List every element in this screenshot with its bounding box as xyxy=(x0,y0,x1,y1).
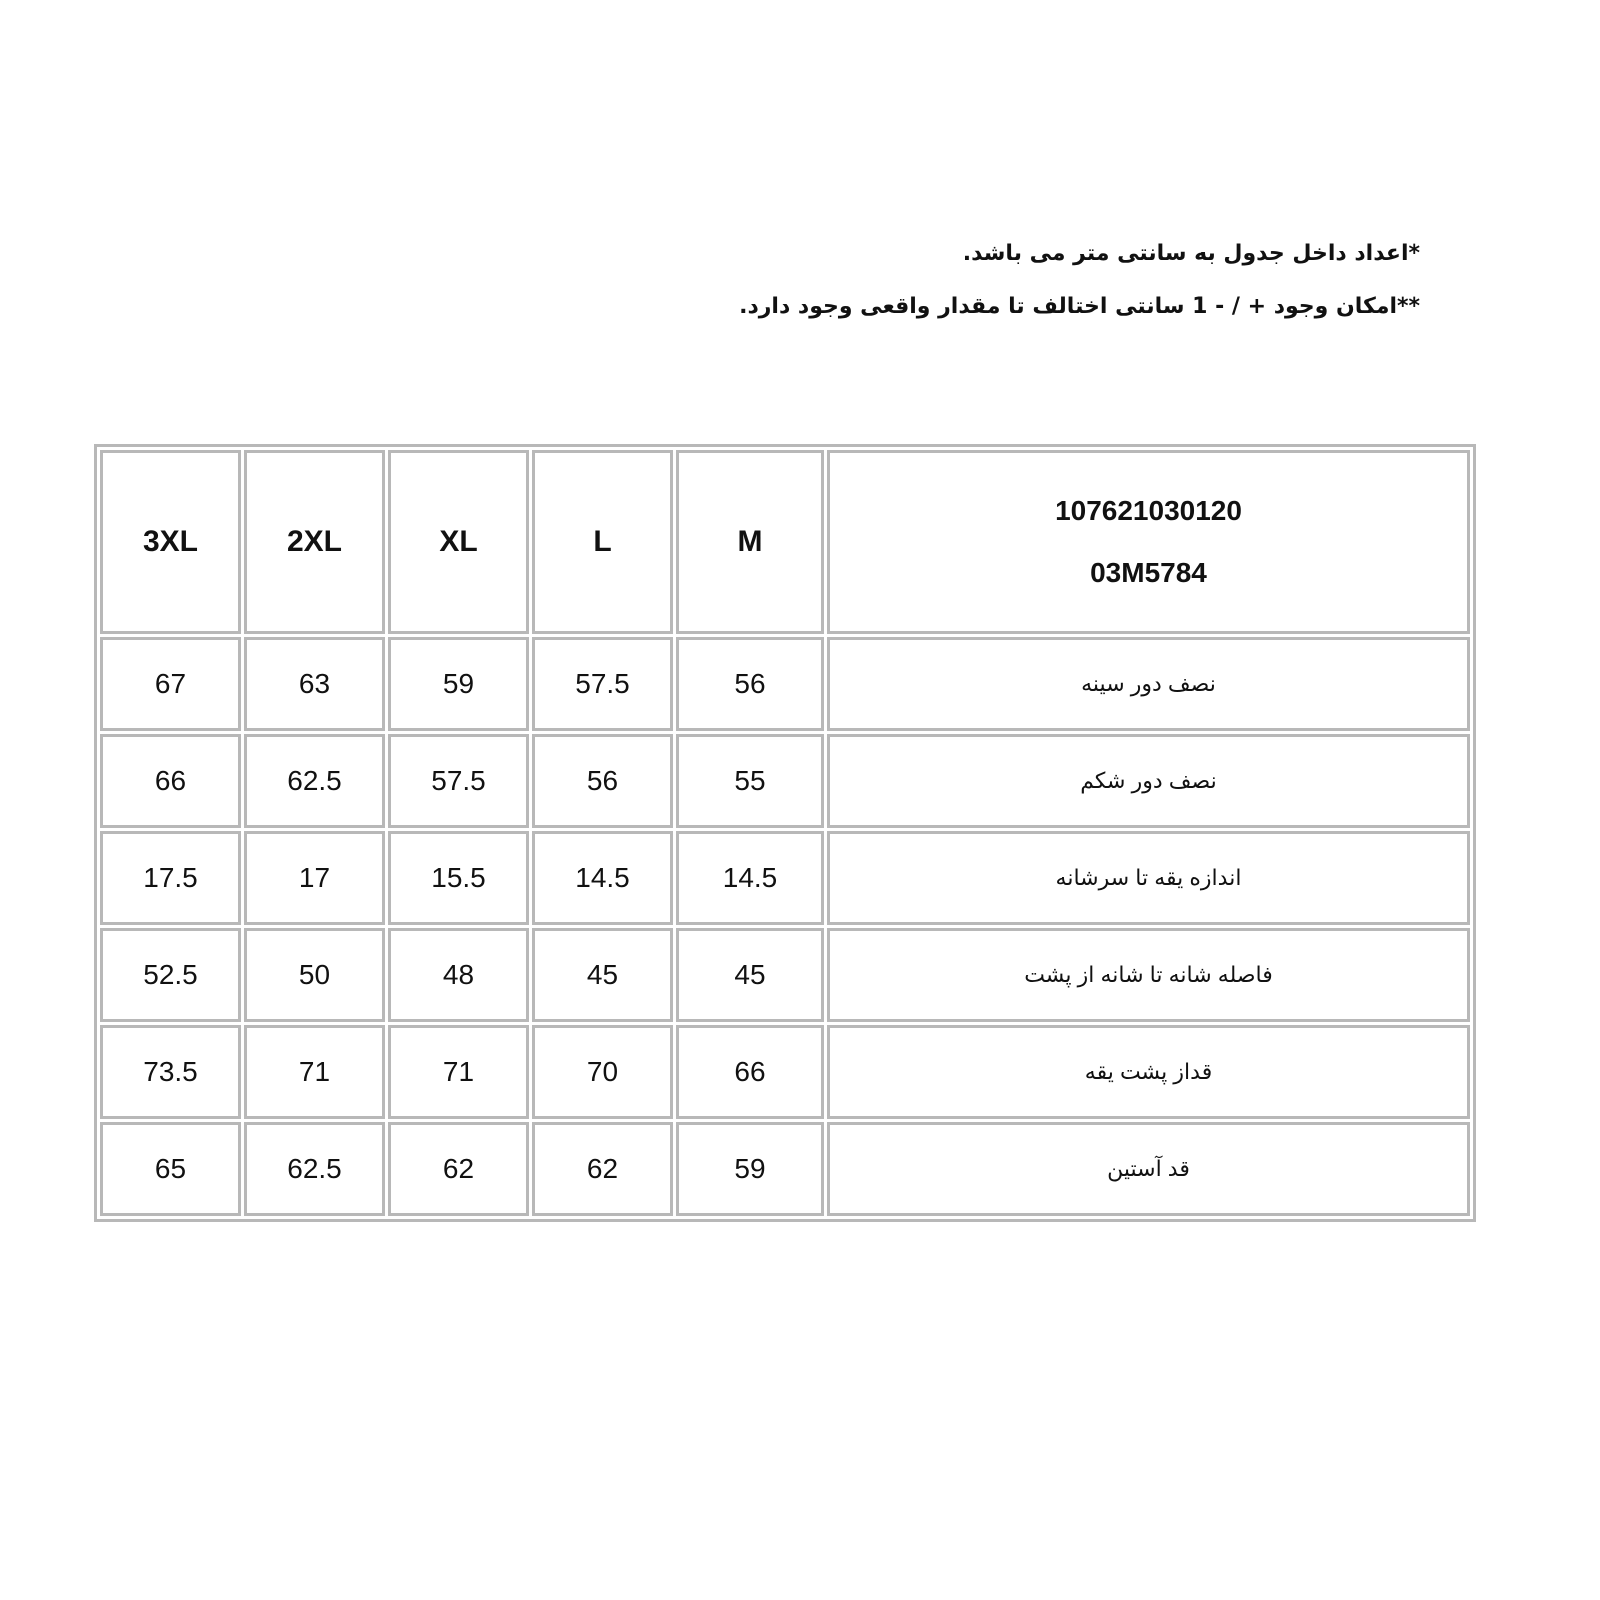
product-code-cell xyxy=(827,450,1470,634)
row-label: قد آستین xyxy=(827,1122,1470,1216)
table-cell: 45 xyxy=(532,928,673,1022)
table-cell: 55 xyxy=(676,734,824,828)
table-header-row xyxy=(100,450,1470,634)
table-cell: 71 xyxy=(244,1025,385,1119)
notes xyxy=(739,240,1420,346)
table-cell: 17 xyxy=(244,831,385,925)
table-cell: 15.5 xyxy=(388,831,529,925)
table-cell: 71 xyxy=(388,1025,529,1119)
table-cell: 62.5 xyxy=(244,1122,385,1216)
size-header-3xl: 3XL xyxy=(100,450,241,634)
table-cell: 56 xyxy=(676,637,824,731)
table-cell: 59 xyxy=(388,637,529,731)
note-units: *اعداد داخل جدول به سانتی متر می باشد. xyxy=(962,241,1420,266)
table-cell: 45 xyxy=(676,928,824,1022)
table-cell: 14.5 xyxy=(532,831,673,925)
table-cell: 48 xyxy=(388,928,529,1022)
size-header-m: M xyxy=(676,450,824,634)
table-cell: 66 xyxy=(676,1025,824,1119)
table-row xyxy=(100,734,1470,828)
table-cell: 65 xyxy=(100,1122,241,1216)
table-cell: 59 xyxy=(676,1122,824,1216)
product-code: 107621030120 xyxy=(1055,495,1242,526)
table-cell: 63 xyxy=(244,637,385,731)
table-cell: 62 xyxy=(532,1122,673,1216)
table-row xyxy=(100,1025,1470,1119)
table-cell: 70 xyxy=(532,1025,673,1119)
table-row xyxy=(100,637,1470,731)
row-label: نصف دور شکم xyxy=(827,734,1470,828)
table-cell: 56 xyxy=(532,734,673,828)
table-cell: 62.5 xyxy=(244,734,385,828)
size-table xyxy=(94,444,1476,1222)
note-tolerance: **امکان وجود + / - 1 سانتی اختالف تا مقدار واقعی وجود دارد. xyxy=(739,294,1420,319)
table-cell: 14.5 xyxy=(676,831,824,925)
size-header-2xl: 2XL xyxy=(244,450,385,634)
table-cell: 73.5 xyxy=(100,1025,241,1119)
table-cell: 17.5 xyxy=(100,831,241,925)
row-label: نصف دور سینه xyxy=(827,637,1470,731)
size-header-xl: XL xyxy=(388,450,529,634)
table-row xyxy=(100,1122,1470,1216)
row-label: اندازه یقه تا سرشانه xyxy=(827,831,1470,925)
row-label: فاصله شانه تا شانه از پشت xyxy=(827,928,1470,1022)
size-header-l: L xyxy=(532,450,673,634)
table-cell: 50 xyxy=(244,928,385,1022)
table-cell: 57.5 xyxy=(532,637,673,731)
table-row xyxy=(100,928,1470,1022)
table-cell: 66 xyxy=(100,734,241,828)
table-cell: 57.5 xyxy=(388,734,529,828)
row-label: قداز پشت یقه xyxy=(827,1025,1470,1119)
table-cell: 52.5 xyxy=(100,928,241,1022)
model-code: 03M5784 xyxy=(1090,557,1207,588)
table-cell: 62 xyxy=(388,1122,529,1216)
table-row xyxy=(100,831,1470,925)
table-cell: 67 xyxy=(100,637,241,731)
